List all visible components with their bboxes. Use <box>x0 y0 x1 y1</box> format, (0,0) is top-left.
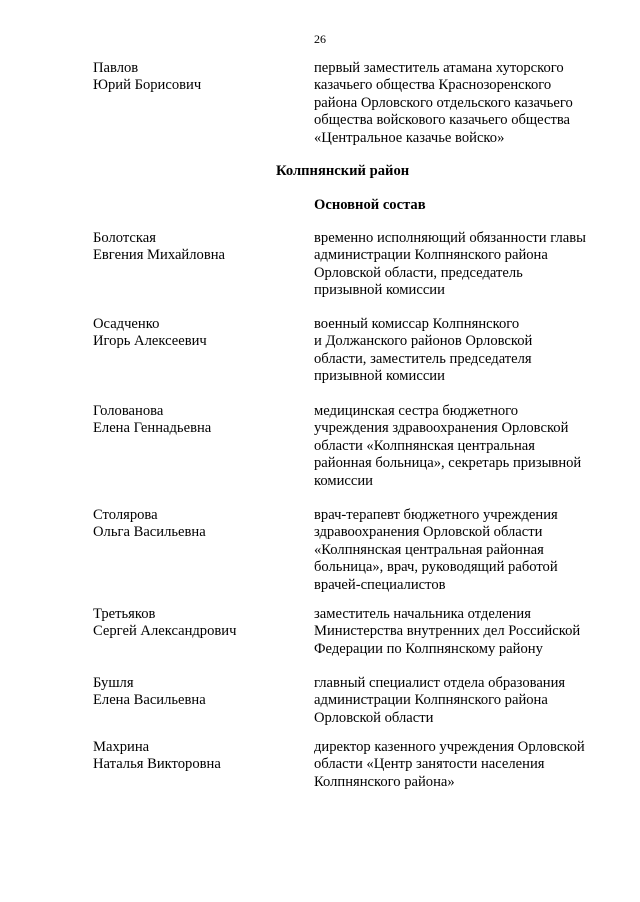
role-line: призывной комиссии <box>314 368 445 385</box>
member-name <box>93 507 293 542</box>
surname: Болотская <box>93 230 156 246</box>
role-line: администрации Колпнянского района <box>314 247 548 264</box>
given-names: Ольга Васильевна <box>93 524 206 541</box>
role-line: главный специалист отдела образования <box>314 675 566 691</box>
entry-role <box>314 60 614 147</box>
given-names: Елена Геннадьевна <box>93 420 212 437</box>
role-line: больница», врач, руководящий работой <box>314 559 558 576</box>
role-line: призывной комиссии <box>314 282 445 299</box>
surname: Третьяков <box>93 606 156 622</box>
given-names: Наталья Викторовна <box>93 756 221 773</box>
member-role <box>314 739 614 791</box>
surname: Осадченко <box>93 316 160 332</box>
district-heading: Колпнянский район <box>276 163 410 179</box>
role-line: Колпнянского района» <box>314 773 455 790</box>
role-line: Орловской области, председатель <box>314 264 523 281</box>
surname: Махрина <box>93 739 150 755</box>
surname: Столярова <box>93 507 158 523</box>
entry-name <box>93 60 293 95</box>
page-number: 26 <box>314 32 326 46</box>
role-line: общества войскового казачьего общества <box>314 112 571 129</box>
surname: Бушля <box>93 675 134 691</box>
role-line: Министерства внутренних дел Российской <box>314 623 581 640</box>
given-names: Евгения Михайловна <box>93 247 225 264</box>
role-line: комиссии <box>314 472 373 489</box>
member-name <box>93 675 293 710</box>
role-line: учреждения здравоохранения Орловской <box>314 420 569 437</box>
role-line: здравоохранения Орловской области <box>314 524 543 541</box>
role-line: медицинская сестра бюджетного <box>314 403 519 419</box>
member-name <box>93 606 293 641</box>
role-line: области, заместитель председателя <box>314 350 532 367</box>
member-name <box>93 403 293 438</box>
role-line: заместитель начальника отделения <box>314 606 531 622</box>
role-line: первый заместитель атамана хуторского <box>314 60 564 76</box>
member-role <box>314 606 614 658</box>
role-line: временно исполняющий обязанности главы <box>314 230 586 246</box>
role-line: области «Центр занятости населения <box>314 756 545 773</box>
role-line: района Орловского отдельского казачьего <box>314 94 573 111</box>
role-line: военный комиссар Колпнянского <box>314 316 520 332</box>
role-line: «Колпнянская центральная районная <box>314 541 544 558</box>
role-line: районная больница», секретарь призывной <box>314 455 582 472</box>
role-line: Орловской области <box>314 709 434 726</box>
role-line: врачей-специалистов <box>314 576 446 593</box>
given-names: Игорь Алексеевич <box>93 333 207 350</box>
member-role <box>314 675 614 727</box>
member-name <box>93 316 293 351</box>
given-names: Юрий Борисович <box>93 77 202 94</box>
member-name <box>93 230 293 265</box>
role-line: администрации Колпнянского района <box>314 692 548 709</box>
role-line: казачьего общества Краснозоренского <box>314 77 552 94</box>
section-heading: Основной состав <box>314 197 426 213</box>
role-line: Федерации по Колпнянскому району <box>314 640 543 657</box>
role-line: «Центральное казачье войско» <box>314 129 505 146</box>
role-line: врач-терапевт бюджетного учреждения <box>314 507 558 523</box>
member-role <box>314 403 614 490</box>
role-line: области «Колпнянская центральная <box>314 437 535 454</box>
surname: Павлов <box>93 60 139 76</box>
role-line: директор казенного учреждения Орловской <box>314 739 585 755</box>
member-role <box>314 507 614 594</box>
surname: Голованова <box>93 403 164 419</box>
given-names: Елена Васильевна <box>93 692 206 709</box>
member-role <box>314 230 614 300</box>
member-role <box>314 316 614 386</box>
given-names: Сергей Александрович <box>93 623 237 640</box>
member-name <box>93 739 293 774</box>
role-line: и Должанского районов Орловской <box>314 333 533 350</box>
